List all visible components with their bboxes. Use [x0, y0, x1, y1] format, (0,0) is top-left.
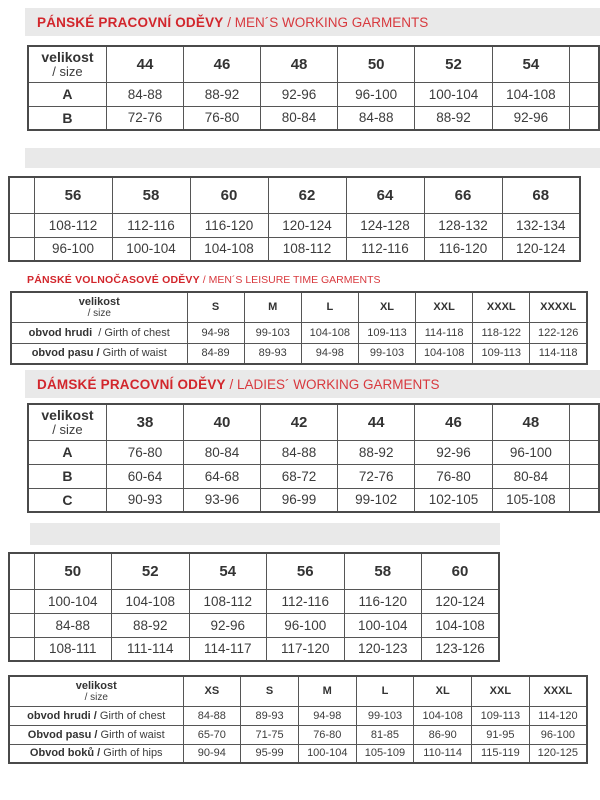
value-cell: 99-103 [244, 322, 301, 343]
value-cell: 120-123 [344, 637, 422, 661]
row-label-cell: B [28, 464, 106, 488]
row-label-czech: obvod hrudi [28, 326, 96, 339]
size-corner-cell [28, 46, 106, 82]
value-cell: 104-108 [416, 343, 473, 364]
row-label-english: Girth of waist [97, 728, 165, 741]
cut-empty-cell [9, 177, 34, 213]
row-label-czech: Obvod boků / [29, 747, 101, 760]
cut-empty-cell [570, 46, 599, 82]
size-header-cell: 60 [422, 553, 500, 589]
row-label-cell: B [28, 106, 106, 130]
table-row [9, 589, 499, 613]
ladies-sizes-50-60-table [8, 552, 500, 662]
value-cell: 84-88 [261, 440, 338, 464]
cut-empty-cell [9, 237, 34, 261]
value-cell: 84-88 [34, 613, 112, 637]
size-header-cell: XXL [416, 292, 473, 322]
table-row [28, 440, 599, 464]
value-cell: 89-93 [244, 343, 301, 364]
value-cell: 108-112 [268, 237, 346, 261]
value-cell: 92-96 [415, 440, 492, 464]
value-cell: 88-92 [338, 440, 415, 464]
mens-leisure-title-czech: PÁNSKÉ VOLNOČASOVÉ ODĚVY [27, 274, 200, 286]
mens-working-title-czech: PÁNSKÉ PRACOVNÍ ODĚVY [37, 14, 224, 30]
value-cell: 120-124 [502, 237, 580, 261]
value-cell: 116-120 [424, 237, 502, 261]
corner-label-czech: velikost [78, 295, 120, 308]
value-cell: 80-84 [261, 106, 338, 130]
size-header-cell: 44 [338, 404, 415, 440]
cut-empty-cell [570, 404, 599, 440]
value-cell: 80-84 [492, 464, 569, 488]
value-cell: 72-76 [338, 464, 415, 488]
value-cell: 96-100 [338, 82, 415, 106]
size-header-cell: XL [358, 292, 415, 322]
value-cell: 120-124 [268, 213, 346, 237]
value-cell: 112-116 [112, 213, 190, 237]
size-header-cell: XXXXL [530, 292, 587, 322]
cut-empty-cell [9, 613, 34, 637]
row-label-czech: Obvod pasu / [27, 728, 98, 741]
size-header-cell: XL [414, 676, 472, 706]
row-label-cell [11, 322, 187, 343]
value-cell: 90-94 [183, 744, 241, 763]
table-row [9, 637, 499, 661]
table-row [11, 322, 587, 343]
row-label-english: Girth of chest [96, 709, 166, 722]
size-header-cell: 48 [261, 46, 338, 82]
size-header-cell: 46 [415, 404, 492, 440]
size-header-cell: M [298, 676, 356, 706]
size-header-cell: 50 [338, 46, 415, 82]
row-label-cell [9, 744, 183, 763]
value-cell: 110-114 [414, 744, 472, 763]
value-cell: 117-120 [267, 637, 345, 661]
cut-empty-cell [9, 553, 34, 589]
size-header-cell: XS [183, 676, 241, 706]
size-header-cell: 54 [492, 46, 569, 82]
size-header-cell: L [356, 676, 414, 706]
value-cell: 88-92 [415, 106, 492, 130]
separator-band [25, 148, 600, 168]
table-row [28, 464, 599, 488]
size-header-cell: 48 [492, 404, 569, 440]
value-cell: 132-134 [502, 213, 580, 237]
value-cell: 104-108 [422, 613, 500, 637]
size-header-cell: 44 [106, 46, 183, 82]
cut-empty-cell [570, 82, 599, 106]
value-cell: 112-116 [267, 589, 345, 613]
value-cell: 89-93 [241, 706, 299, 725]
size-header-cell: 42 [261, 404, 338, 440]
value-cell: 99-102 [338, 488, 415, 512]
ladies-working-title-english: / LADIES´ WORKING GARMENTS [225, 376, 440, 392]
value-cell: 109-113 [358, 322, 415, 343]
value-cell: 94-98 [187, 322, 244, 343]
size-header-cell: 58 [112, 177, 190, 213]
value-cell: 109-113 [473, 343, 530, 364]
value-cell: 76-80 [183, 106, 260, 130]
row-label-cell: A [28, 82, 106, 106]
mens-leisure-title [27, 270, 381, 288]
corner-label-czech: velikost [41, 48, 94, 65]
value-cell: 90-93 [106, 488, 183, 512]
value-cell: 108-112 [34, 213, 112, 237]
size-header-cell: S [241, 676, 299, 706]
corner-label-english: / size [84, 691, 108, 703]
value-cell: 100-104 [112, 237, 190, 261]
ladies-sizes-38-48-table [27, 403, 600, 513]
value-cell: 93-96 [183, 488, 260, 512]
size-header-cell: L [301, 292, 358, 322]
table-row [9, 744, 587, 763]
size-header-cell: 52 [415, 46, 492, 82]
cut-empty-cell [570, 488, 599, 512]
value-cell: 60-64 [106, 464, 183, 488]
row-label-cell [11, 343, 187, 364]
value-cell: 109-113 [472, 706, 530, 725]
value-cell: 100-104 [415, 82, 492, 106]
value-cell: 72-76 [106, 106, 183, 130]
value-cell: 94-98 [301, 343, 358, 364]
value-cell: 100-104 [34, 589, 112, 613]
ladies-working-title-czech: DÁMSKÉ PRACOVNÍ ODĚVY [37, 376, 226, 392]
value-cell: 115-119 [472, 744, 530, 763]
ladies-xs-xxxl-table [8, 675, 588, 764]
mens-leisure-title-english: / MEN´S LEISURE TIME GARMENTS [199, 274, 381, 286]
value-cell: 104-108 [190, 237, 268, 261]
row-label-cell: A [28, 440, 106, 464]
size-header-cell: 60 [190, 177, 268, 213]
cut-empty-cell [9, 589, 34, 613]
value-cell: 104-108 [112, 589, 190, 613]
value-cell: 116-120 [190, 213, 268, 237]
mens-sizes-44-54-table [27, 45, 600, 131]
value-cell: 84-89 [187, 343, 244, 364]
cut-empty-cell [9, 637, 34, 661]
value-cell: 108-111 [34, 637, 112, 661]
value-cell: 88-92 [112, 613, 190, 637]
value-cell: 92-96 [492, 106, 569, 130]
mens-working-title-english: / MEN´S WORKING GARMENTS [223, 14, 429, 30]
value-cell: 65-70 [183, 725, 241, 744]
size-header-cell: 56 [267, 553, 345, 589]
value-cell: 96-99 [261, 488, 338, 512]
mens-working-title-band [25, 8, 600, 36]
row-label-cell [9, 725, 183, 744]
table-row [9, 213, 580, 237]
row-label-czech: obvod hrudi / [27, 709, 97, 722]
value-cell: 114-118 [416, 322, 473, 343]
value-cell: 104-108 [414, 706, 472, 725]
value-cell: 80-84 [183, 440, 260, 464]
value-cell: 84-88 [183, 706, 241, 725]
row-label-cell: C [28, 488, 106, 512]
value-cell: 128-132 [424, 213, 502, 237]
size-corner-cell [11, 292, 187, 322]
value-cell: 105-109 [356, 744, 414, 763]
size-header-cell: 56 [34, 177, 112, 213]
value-cell: 100-104 [298, 744, 356, 763]
corner-label-english: / size [52, 63, 83, 79]
size-header-cell: 64 [346, 177, 424, 213]
value-cell: 96-100 [529, 725, 587, 744]
table-row [28, 488, 599, 512]
value-cell: 88-92 [183, 82, 260, 106]
value-cell: 96-100 [492, 440, 569, 464]
value-cell: 114-117 [189, 637, 267, 661]
value-cell: 120-124 [422, 589, 500, 613]
size-header-cell: XXL [472, 676, 530, 706]
size-header-cell: S [187, 292, 244, 322]
size-header-cell: 52 [112, 553, 190, 589]
value-cell: 84-88 [338, 106, 415, 130]
table-row [9, 613, 499, 637]
table-row [9, 237, 580, 261]
value-cell: 100-104 [344, 613, 422, 637]
value-cell: 64-68 [183, 464, 260, 488]
table-row [9, 706, 587, 725]
value-cell: 112-116 [346, 237, 424, 261]
value-cell: 99-103 [356, 706, 414, 725]
row-label-english: Girth of hips [100, 747, 163, 760]
mens-leisure-table [10, 291, 588, 365]
size-header-cell: 68 [502, 177, 580, 213]
value-cell: 111-114 [112, 637, 190, 661]
size-corner-cell [9, 676, 183, 706]
mens-sizes-56-68-table [8, 176, 581, 262]
size-header-cell: 66 [424, 177, 502, 213]
value-cell: 76-80 [415, 464, 492, 488]
size-header-cell: M [244, 292, 301, 322]
table-row [28, 82, 599, 106]
value-cell: 76-80 [106, 440, 183, 464]
value-cell: 118-122 [473, 322, 530, 343]
value-cell: 124-128 [346, 213, 424, 237]
size-header-cell: 58 [344, 553, 422, 589]
value-cell: 86-90 [414, 725, 472, 744]
value-cell: 116-120 [344, 589, 422, 613]
table-row [28, 106, 599, 130]
value-cell: 120-125 [529, 744, 587, 763]
table-row [9, 725, 587, 744]
corner-label-czech: velikost [75, 679, 117, 692]
value-cell: 104-108 [301, 322, 358, 343]
value-cell: 102-105 [415, 488, 492, 512]
ladies-working-title-band [25, 370, 600, 398]
value-cell: 114-118 [530, 343, 587, 364]
size-header-cell: 50 [34, 553, 112, 589]
row-label-czech: obvod pasu / [31, 347, 100, 360]
value-cell: 92-96 [189, 613, 267, 637]
corner-label-english: / size [52, 421, 83, 437]
size-header-cell: 54 [189, 553, 267, 589]
size-header-cell: XXXL [473, 292, 530, 322]
value-cell: 96-100 [267, 613, 345, 637]
row-label-english: / Girth of chest [95, 326, 170, 339]
value-cell: 114-120 [529, 706, 587, 725]
cut-empty-cell [570, 464, 599, 488]
row-label-cell [9, 706, 183, 725]
value-cell: 108-112 [189, 589, 267, 613]
value-cell: 122-126 [530, 322, 587, 343]
size-header-cell: XXXL [529, 676, 587, 706]
value-cell: 105-108 [492, 488, 569, 512]
row-label-english: Girth of waist [99, 347, 167, 360]
size-header-cell: 62 [268, 177, 346, 213]
size-corner-cell [28, 404, 106, 440]
value-cell: 91-95 [472, 725, 530, 744]
value-cell: 81-85 [356, 725, 414, 744]
cut-empty-cell [570, 440, 599, 464]
value-cell: 94-98 [298, 706, 356, 725]
size-header-cell: 38 [106, 404, 183, 440]
size-header-cell: 46 [183, 46, 260, 82]
value-cell: 84-88 [106, 82, 183, 106]
cut-empty-cell [9, 213, 34, 237]
table-row [11, 343, 587, 364]
value-cell: 104-108 [492, 82, 569, 106]
value-cell: 76-80 [298, 725, 356, 744]
value-cell: 68-72 [261, 464, 338, 488]
value-cell: 96-100 [34, 237, 112, 261]
separator-band [30, 523, 500, 545]
value-cell: 99-103 [358, 343, 415, 364]
size-header-cell: 40 [183, 404, 260, 440]
value-cell: 92-96 [261, 82, 338, 106]
value-cell: 123-126 [422, 637, 500, 661]
value-cell: 95-99 [241, 744, 299, 763]
corner-label-english: / size [87, 307, 111, 319]
value-cell: 71-75 [241, 725, 299, 744]
corner-label-czech: velikost [41, 406, 94, 423]
cut-empty-cell [570, 106, 599, 130]
